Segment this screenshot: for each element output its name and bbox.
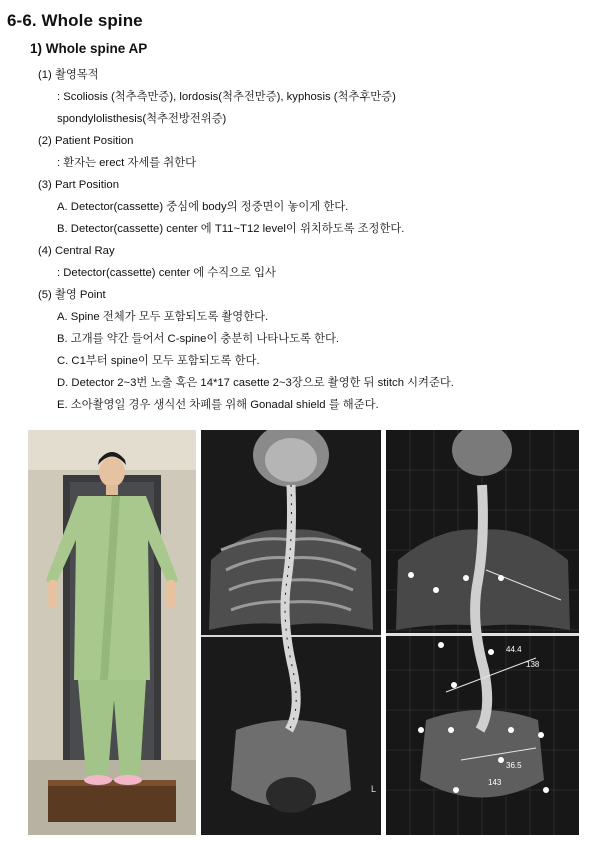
cobb-angle-xray bbox=[386, 430, 579, 835]
patient-photo bbox=[28, 430, 196, 835]
cobb-angle-label: 143 bbox=[488, 778, 502, 787]
item-line: : Scoliosis (척추측만증), lordosis(척추전만증), kyphosis (척추후만증) bbox=[57, 91, 396, 103]
xray-marker: L bbox=[371, 784, 377, 794]
cobb-angle-label: 44.4 bbox=[506, 645, 522, 654]
item-line: B. 고개를 약간 들어서 C-spine이 충분히 나타나도록 한다. bbox=[57, 333, 340, 345]
subsection-title: 1) Whole spine AP bbox=[30, 41, 148, 56]
item-heading: (3) Part Position bbox=[38, 179, 119, 191]
item-line: spondylolisthesis(척추전방전위증) bbox=[57, 113, 227, 125]
item-line: E. 소아촬영일 경우 생식선 차폐를 위해 Gonadal shield 를 해준다. bbox=[57, 399, 379, 411]
item-line: : Detector(cassette) center 에 수직으로 입사 bbox=[57, 267, 276, 279]
item-heading: (4) Central Ray bbox=[38, 245, 115, 257]
item-heading: (5) 촬영 Point bbox=[38, 289, 106, 301]
item-line: : 환자는 erect 자세를 취한다 bbox=[57, 157, 197, 169]
cobb-angle-label: 138 bbox=[526, 660, 540, 669]
item-line: A. Spine 전체가 모두 포함되도록 촬영한다. bbox=[57, 311, 269, 323]
cobb-angle-label: 36.5 bbox=[506, 761, 522, 770]
item-line: C. C1부터 spine이 모두 포함되도록 한다. bbox=[57, 355, 260, 367]
item-heading: (2) Patient Position bbox=[38, 135, 134, 147]
item-line: A. Detector(cassette) 중심에 body의 정중면이 놓이게 한다. bbox=[57, 201, 349, 213]
item-line: B. Detector(cassette) center 에 T11~T12 level이 위치하도록 조정한다. bbox=[57, 223, 405, 235]
item-line: D. Detector 2~3번 노출 혹은 14*17 casette 2~3장으로 촬영한 뒤 stitch 시켜준다. bbox=[57, 377, 454, 389]
item-heading: (1) 촬영목적 bbox=[38, 69, 99, 81]
whole-spine-xray bbox=[201, 430, 381, 835]
section-title: 6-6. Whole spine bbox=[7, 11, 143, 30]
